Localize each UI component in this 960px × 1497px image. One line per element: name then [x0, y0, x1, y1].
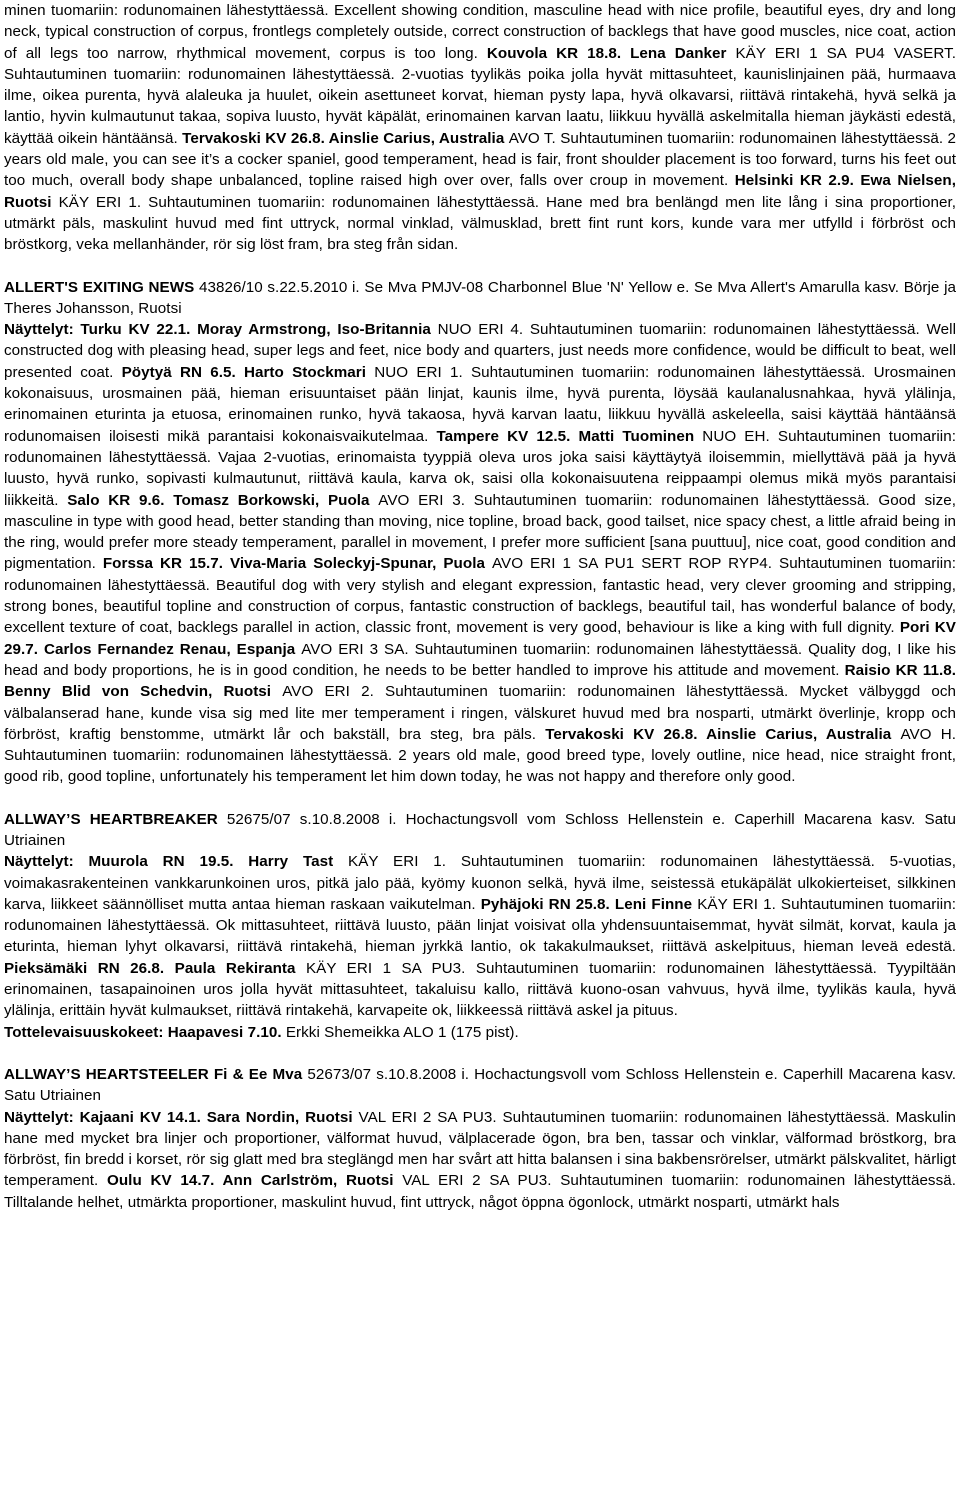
text-run: KÄY ERI 1. Suhtautuminen tuomariin: rodunomainen lähestyttäessä. Hane med bra benlängd men lite lång i sina proportioner, utmärkt päls, maskulint huvud med fint uttryck, normal vinklad, välmusklad, brett fint runt kors, kunde vara mer utfylld i förbröst och bröstkorg, veka mellanhänder, rör sig löst fram, bra steg från sidan. [4, 193, 956, 254]
paragraph-spacer [4, 788, 956, 809]
dog-pedigree: 43826/10 s.22.5.2010 i. Se Mva PMJV-08 Charbonnel Blue 'N' Yellow e. Se Mva Allert's Amarulla kasv. Börje ja Theres Johansson, Ruotsi [4, 278, 957, 317]
text-run: minen tuomariin: rodunomainen lähestyttäessä. Excellent showing condition, masculine head with nice profile, beautiful eyes, dry and long neck, typical construction of corpus, frontlegs completely outside, correct construction of backlegs that have good muscles, nice coat, action of all legs too narrow, rhythmical movement, corpus is too long. [4, 2, 956, 62]
paragraph-spacer [4, 1043, 956, 1064]
dog-entry-header [4, 277, 956, 320]
dog-name: ALLWAY’S HEARTBREAKER [4, 810, 227, 828]
text-run: NUO EH. Suhtautuminen tuomariin: rodunomainen lähestyttäessä. Vajaa 2-vuotias, erinomaista tyyppiä oleva uros joka saisi käyttäytyä iloisemmin, miellyttävä pää ja hyvä luusto, hyvä runko, sopivasti kulmautunut, riittävä kaula, karva ok, saisi olla kokonaisuutena reippaampi olemus mikä myös parantaisi liikkeitä. [4, 427, 956, 509]
show-heading: Forssa KR 15.7. Viva-Maria Soleckyj-Spunar, Puola [102, 555, 492, 573]
dog-show-results [4, 319, 956, 788]
show-heading: Tampere KV 12.5. Matti Tuominen [436, 427, 703, 445]
show-heading: Pieksämäki RN 26.8. Paula Rekiranta [4, 959, 306, 977]
text-run: AVO ERI 2. Suhtautuminen tuomariin: rodunomainen lähestyttäessä. Mycket välbyggd och välbalanserad hane, kunde visa sig med lite mer temperament i ringen, välskuret huvud med bra nosparti, utmärkt överlinje, kropp och förbröst, kraftig benstomme, utmärkt lår och bakställ, bra steg, bra päls. [4, 683, 956, 743]
show-heading: Näyttelyt: Turku KV 22.1. Moray Armstrong, Iso-Britannia [4, 321, 438, 339]
show-heading: Kouvola KR 18.8. Lena Danker [486, 44, 736, 62]
show-heading: Tervakoski KV 26.8. Ainslie Carius, Australia [545, 725, 901, 743]
paragraph-spacer [4, 256, 956, 277]
paragraph-continuation-record [4, 0, 956, 256]
show-heading: Pyhäjoki RN 25.8. Leni Finne [480, 895, 698, 913]
show-heading: Pori KV 29.7. Carlos Fernandez Renau, Espanja [4, 619, 956, 658]
text-run: VAL ERI 2 SA PU3. Suhtautuminen tuomariin: rodunomainen lähestyttäessä. Maskulin hane med mycket bra linjer och proportioner, välformat huvud, välplacerade ögon, bra ben, tassar och vinklar, välformad bröstkorg, bra förbröst, fin bredd i korset, rör sig glatt med bra steglängd men har svårt att hitta balansen i sina bakbensrörelser, utmärkt pälskvalitet, härligt temperament. [4, 1108, 956, 1190]
trial-heading: Tottelevaisuuskokeet: Haapavesi 7.10. [4, 1023, 286, 1041]
text-run: AVO H. Suhtautuminen tuomariin: rodunomainen lähestyttäessä. 2 years old male, good breed type, lovely outline, nice head, nice straight front, good rib, good topline, unfortunately his temperament let him down today, he was not happy and therefore only good. [4, 725, 956, 786]
dog-entry-header [4, 809, 956, 852]
text-run: Erkki Shemeikka ALO 1 (175 pist). [285, 1023, 519, 1041]
dog-name: ALLERT'S EXITING NEWS [4, 278, 199, 296]
text-run: VAL ERI 2 SA PU3. Suhtautuminen tuomariin: rodunomainen lähestyttäessä. Tilltalande helhet, utmärkta proportioner, maskulint huvud, fint uttryck, något öppna ögonlock, utmärkt nosparti, utmärkt hals [4, 1172, 956, 1211]
show-heading: Näyttelyt: Kajaani KV 14.1. Sara Nordin, Ruotsi [4, 1108, 359, 1126]
dog-show-results [4, 851, 956, 1021]
dog-name: ALLWAY’S HEARTSTEELER Fi & Ee Mva [4, 1065, 308, 1083]
dog-pedigree: 52673/07 s.10.8.2008 i. Hochactungsvoll vom Schloss Hellenstein e. Caperhill Macarena kasv. Satu Utriainen [4, 1065, 957, 1105]
text-run: NUO ERI 1. Suhtautuminen tuomariin: rodunomainen lähestyttäessä. Urosmainen kokonaisuus, urosmainen pää, hieman erisuuntaiset pään linjat, kaunis ilme, hyvä purenta, löysää kaulanalusnahkaa, hyvä ylälinja, erinomainen eturinta ja etuosa, erinomainen runko, hyvä takaosa, hyvä karvan laatu, liikkuu hyvällä askeleella, saisi käyttää häntäänsä rodunomaisen iloisesti mikä parantaisi kokonaisvaikutelmaa. [4, 363, 957, 445]
text-run: KÄY ERI 1. Suhtautuminen tuomariin: rodunomainen lähestyttäessä. Ok mittasuhteet, riittävä luusto, pään linjat voisivat olla yhdensuuntaisemmat, hyvät silmät, korvat, kaula ja eturinta, hieman lyhyt olkavarsi, riittävä rintakehä, hieman jyrkkä lantio, ok takakulmaukset, riittävä askelpituus, hieman leveä edestä. [4, 895, 956, 956]
text-run: KÄY ERI 1 SA PU4 VASERT. Suhtautuminen tuomariin: rodunomainen lähestyttäessä. 2-vuotias tyylikäs poika jolla hyvät mittasuhteet, kaunislinjainen pää, hurmaava ilme, oikea purenta, hyvä alaleuka ja huulet, oikein asettuneet korvat, hieman pysty lapa, hyvä olkavarsi, riittävä rintakehä, hyvä selkä ja lantio, hyvin kulmautunut takaa, sopiva luusto, hyvät käpälät, erinomainen karvan laatu, liikkuu hyvällä askelmitalla hieman jäykästi edestä, käyttää oikein häntäänsä. [4, 44, 956, 147]
text-run: AVO ERI 1 SA PU1 SERT ROP RYP4. Suhtautuminen tuomariin: rodunomainen lähestyttäessä. Beautiful dog with very stylish and elegant expression, fantastic head, very clever grooming and stripping, strong bones, beautiful topline and construction of corpus, fantastic construction of backlegs, beautiful tail, has wonderful balance of body, excellent texture of coat, backlegs parallel in action, classic front, movement is very good, behaviour is like a king with full dignity. [4, 555, 957, 637]
text-run: NUO ERI 4. Suhtautuminen tuomariin: rodunomainen lähestyttäessä. Well constructed dog with pleasing head, super legs and feet, nice body and quarters, just needs more confidence, would be difficult to beat, well presented coat. [4, 321, 956, 381]
dog-show-results [4, 1107, 956, 1213]
show-heading: Salo KR 9.6. Tomasz Borkowski, Puola [67, 491, 379, 509]
text-run: AVO T. Suhtautuminen tuomariin: rodunomainen lähestyttäessä. 2 years old male, you can see it’s a cocker spaniel, good temperament, head is fair, front shoulder placement is too forward, turns his feet out too much, overall body shape unbalanced, topline raised high over over, falls over croup in movement. [4, 129, 957, 190]
show-heading: Raisio KR 11.8. Benny Blid von Schedvin, Ruotsi [4, 661, 956, 701]
text-run: KÄY ERI 1. Suhtautuminen tuomariin: rodunomainen lähestyttäessä. 5-vuotias, voimakasrakenteinen vankkarunkoinen uros, pitkä jalo pää, kyömy kuonon selkä, hyvä ilme, seistessä etukäpälät ulkokierteiset, silkkinen karva, liikkeet säännölliset mutta antaa hieman raskaan vaikutelman. [4, 853, 956, 913]
text-run: AVO ERI 3 SA. Suhtautuminen tuomariin: rodunomainen lähestyttäessä. Quality dog, I like his head and body proportions, he is in good condition, he needs to be better handled to improve his attitude and movement. [4, 640, 956, 679]
dog-obedience-results [4, 1022, 956, 1043]
show-heading: Näyttelyt: Muurola RN 19.5. Harry Tast [4, 853, 349, 871]
dog-entry-header [4, 1064, 956, 1107]
dog-pedigree: 52675/07 s.10.8.2008 i. Hochactungsvoll vom Schloss Hellenstein e. Caperhill Macarena kasv. Satu Utriainen [4, 810, 956, 849]
show-heading: Helsinki KR 2.9. Ewa Nielsen, Ruotsi [4, 172, 956, 211]
show-heading: Tervakoski KV 26.8. Ainslie Carius, Australia [182, 129, 509, 147]
show-heading: Pöytyä RN 6.5. Harto Stockmari [121, 363, 375, 381]
show-heading: Oulu KV 14.7. Ann Carlström, Ruotsi [106, 1172, 403, 1190]
text-run: KÄY ERI 1 SA PU3. Suhtautuminen tuomariin: rodunomainen lähestyttäessä. Tyypiltään erinomainen, tasapainoinen uros jolla hyvät mittasuhteet, takaluisu kallo, riittävä kuono-osan vahvuus, hyvä ilme, tyylikäs kaula, hyvä ylälinja, erittäin hyvät kulmaukset, riittävä rintakehä, karvapeite ok, liikkeessä riittävä askel ja pituus. [4, 959, 956, 1020]
text-run: AVO ERI 3. Suhtautuminen tuomariin: rodunomainen lähestyttäessä. Good size, masculine in type with good head, better standing than moving, nice topline, broad back, good tailset, nice spacy chest, a little afraid being in the ring, would prefer more steady temperament, parallel in movement, I prefer more sufficient [sana puuttuu], nice coat, good condition and pigmentation. [4, 491, 956, 573]
